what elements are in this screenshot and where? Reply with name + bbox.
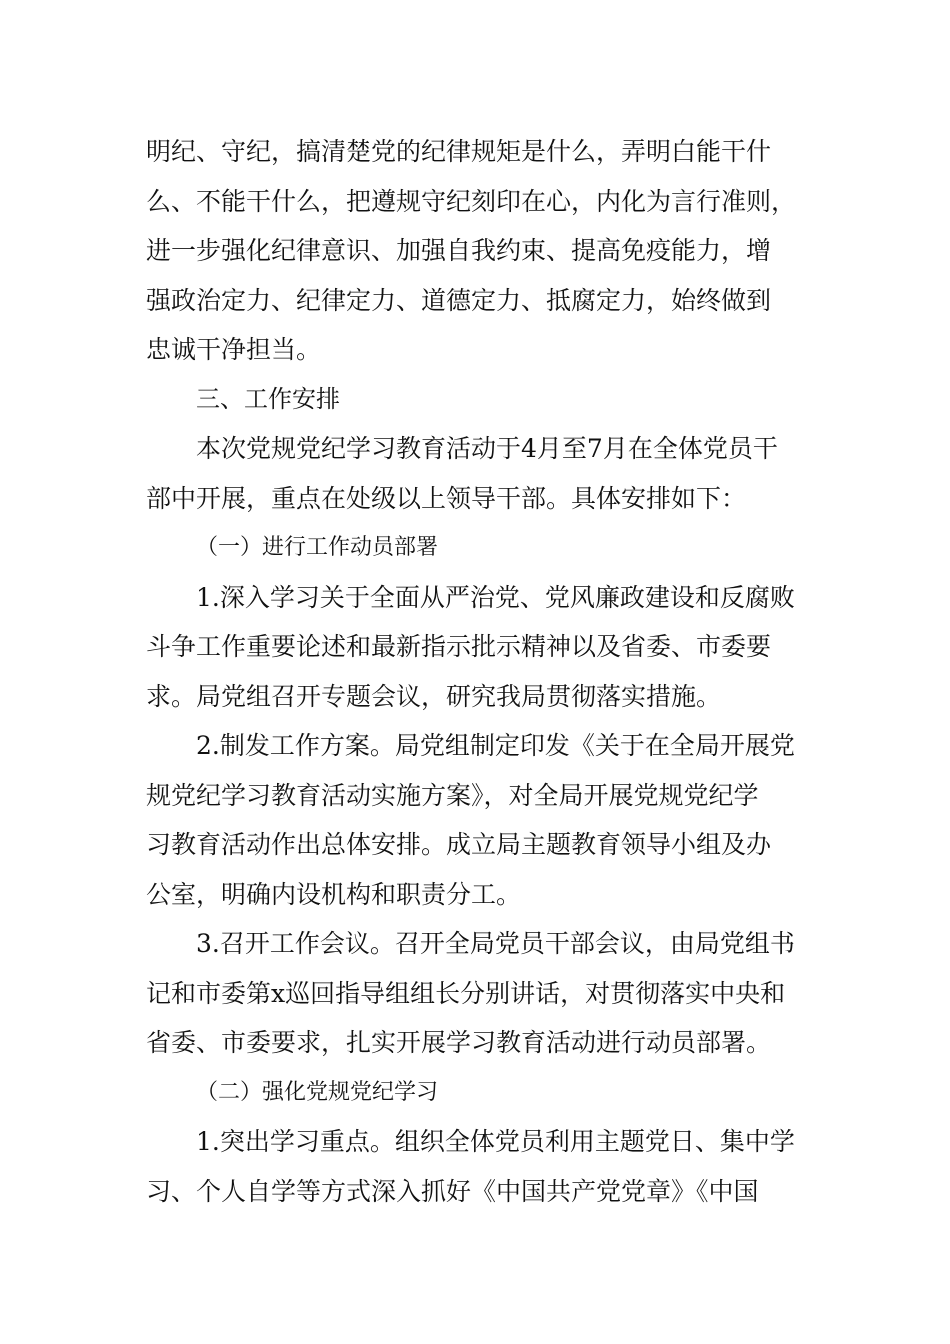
paragraph [146, 721, 816, 919]
paragraph [146, 919, 816, 1068]
text-line: 么、不能干什么，把遵规守纪刻印在心，内化为言行准则， [146, 186, 797, 216]
text-line: 3.召开工作会议。召开全局党员干部会议，由局党组书 [196, 929, 795, 958]
document-body [146, 127, 816, 1216]
paragraph [146, 424, 816, 523]
text-line: 本次党规党纪学习教育活动于4月至7月在全体党员干 [196, 434, 778, 463]
text-line: 明纪、守纪，搞清楚党的纪律规矩是什么，弄明白能干什 [146, 137, 772, 166]
section-heading: 三、工作安排 [196, 384, 340, 413]
text-line: 习、个人自学等方式深入抓好《中国共产党党章》《中国 [146, 1176, 759, 1206]
text-line: 习教育活动作出总体安排。成立局主题教育领导小组及办 [146, 830, 772, 859]
subsection-heading: （一）进行工作动员部署 [196, 535, 439, 560]
paragraph [146, 573, 816, 722]
paragraph [146, 1117, 816, 1216]
text-line: 省委、市委要求，扎实开展学习教育活动进行动员部署。 [146, 1028, 772, 1057]
text-line: 斗争工作重要论述和最新指示批示精神以及省委、市委要 [146, 632, 772, 661]
text-line: 2.制发工作方案。局党组制定印发《关于在全局开展党 [196, 731, 795, 760]
text-line: 进一步强化纪律意识、加强自我约束、提高免疫能力，增 [146, 236, 772, 265]
text-line: 记和市委第x巡回指导组组长分别讲话，对贯彻落实中央和 [146, 978, 786, 1008]
text-line: 忠诚干净担当。 [146, 335, 322, 364]
subsection-heading: （二）强化党规党纪学习 [196, 1079, 439, 1105]
text-line: 公室，明确内设机构和职责分工。 [146, 879, 522, 909]
text-line: 部中开展，重点在处级以上领导干部。具体安排如下： [146, 483, 747, 513]
text-line: 1.深入学习关于全面从严治党、党风廉政建设和反腐败 [196, 582, 795, 612]
text-line: 强政治定力、纪律定力、道德定力、抵腐定力，始终做到 [146, 285, 772, 315]
text-line: 1.突出学习重点。组织全体党员利用主题党日、集中学 [196, 1127, 795, 1156]
text-line: 规党纪学习教育活动实施方案》，对全局开展党规党纪学 [146, 780, 759, 810]
paragraph [146, 127, 816, 375]
text-line: 求。局党组召开专题会议，研究我局贯彻落实措施。 [146, 681, 722, 711]
